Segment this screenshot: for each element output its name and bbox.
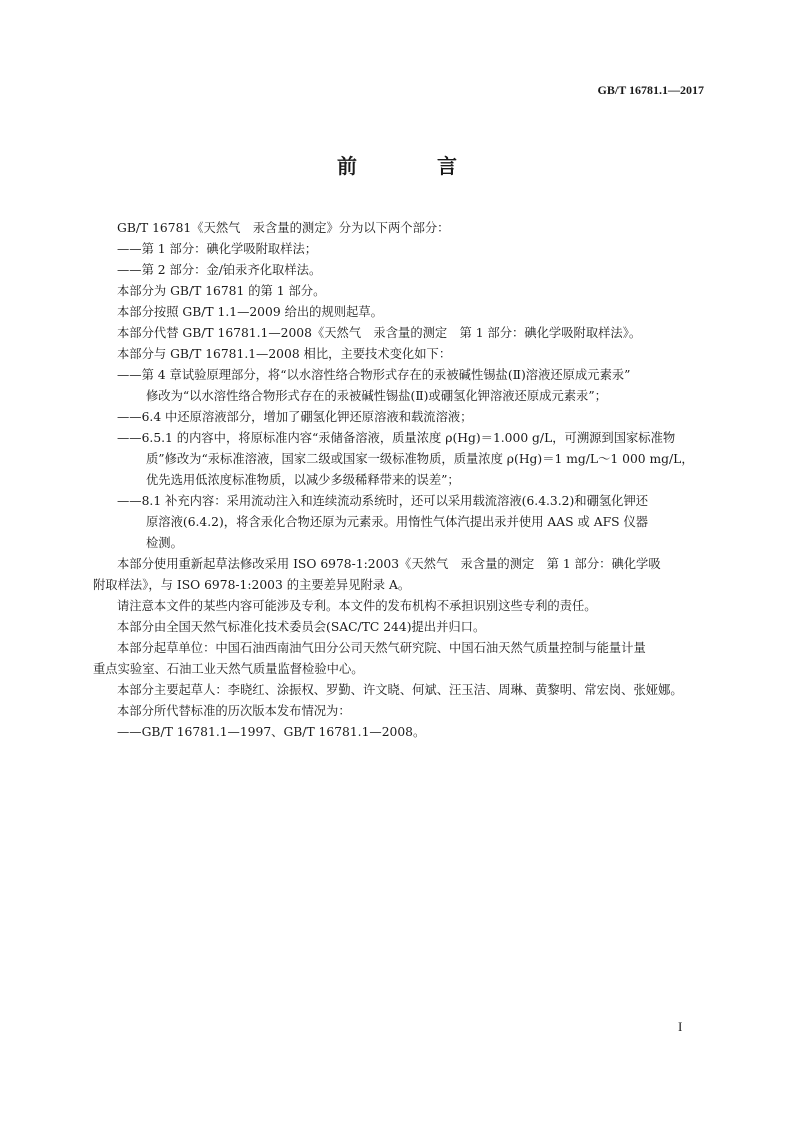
list-item-line: ——8.1 补充内容：采用流动注入和连续流动系统时，还可以采用载流溶液(6.4.3.2)和硼氢化钾还 [117,494,649,508]
list-item-line: ——第 4 章试验原理部分，将“以水溶性络合物形式存在的汞被碱性锡盐(Ⅱ)溶液还原成元素汞” [117,368,631,382]
paragraph-line: 原溶液(6.4.2)，将含汞化合物还原为元素汞。用惰性气体汽提出汞并使用 AAS 或 AFS 仪器 [146,515,649,529]
list-item-line: ——第 1 部分：碘化学吸附取样法； [117,242,318,256]
paragraph-line: GB/T 16781《天然气 汞含量的测定》分为以下两个部分： [117,221,450,235]
paragraph-line: 本部分由全国天然气标准化技术委员会(SAC/TC 244)提出并归口。 [117,620,486,634]
paragraph-line: 本部分起草单位：中国石油西南油气田分公司天然气研究院、中国石油天然气质量控制与能量计量 [117,641,646,655]
paragraph-line: 本部分与 GB/T 16781.1—2008 相比，主要技术变化如下： [117,347,452,361]
paragraph-line: 优先选用低浓度标准物质，以减少多级稀释带来的误差”； [146,473,460,487]
list-item-line: ——GB/T 16781.1—1997、GB/T 16781.1—2008。 [117,725,426,739]
paragraph-line: 检测。 [146,536,183,550]
paragraph-line: 本部分使用重新起草法修改采用 ISO 6978-1:2003《天然气 汞含量的测定 第 1 部分：碘化学吸 [117,557,661,571]
list-item-line: ——6.5.1 的内容中，将原标准内容“汞储备溶液，质量浓度 ρ(Hg)＝1.000 g/L，可溯源到国家标准物 [117,431,676,445]
paragraph-line: 修改为“以水溶性络合物形式存在的汞被碱性锡盐(Ⅱ)或硼氢化钾溶液还原成元素汞”； [146,389,607,403]
paragraph-line: 本部分为 GB/T 16781 的第 1 部分。 [117,284,326,298]
paragraph-line: 附取样法》，与 ISO 6978-1:2003 的主要差异见附录 A。 [93,578,411,592]
paragraph-line: 质”修改为“汞标准溶液，国家二级或国家一级标准物质，质量浓度 ρ(Hg)＝1 mg/L～1 000 mg/L， [146,452,694,466]
page-title: 前 言 [337,154,487,178]
list-item-line: ——6.4 中还原溶液部分，增加了硼氢化钾还原溶液和载流溶液； [117,410,473,424]
page-number: I [678,1019,683,1034]
paragraph-line: 本部分按照 GB/T 1.1—2009 给出的规则起草。 [117,305,383,319]
document-number-header: GB/T 16781.1—2017 [597,83,704,97]
paragraph-line: 请注意本文件的某些内容可能涉及专利。本文件的发布机构不承担识别这些专利的责任。 [117,599,597,613]
paragraph-line: 本部分代替 GB/T 16781.1—2008《天然气 汞含量的测定 第 1 部分：碘化学吸附取样法》。 [117,326,642,340]
paragraph-line: 本部分所代替标准的历次版本发布情况为： [117,704,351,718]
paragraph-line: 本部分主要起草人：李晓红、涂振权、罗勤、许文晓、何斌、汪玉洁、周琳、黄黎明、常宏岗、张娅娜。 [117,683,683,697]
foreword-body [93,218,705,743]
paragraph-line: 重点实验室、石油工业天然气质量监督检验中心。 [93,662,364,676]
list-item-line: ——第 2 部分：金/铂汞齐化取样法。 [117,263,322,277]
